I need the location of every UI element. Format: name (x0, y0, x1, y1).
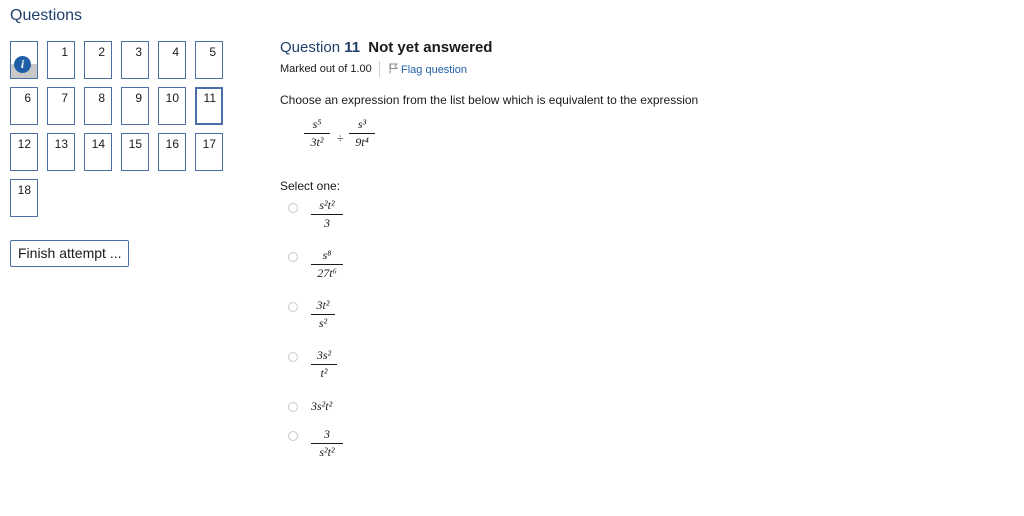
question-status: Not yet answered (368, 39, 493, 56)
option-f-denominator: s²t² (319, 445, 335, 459)
expression-right-fraction (349, 117, 375, 150)
option-d-expression (311, 348, 337, 381)
question-nav-13[interactable]: 13 (47, 133, 75, 171)
question-nav-6[interactable]: 6 (10, 87, 38, 125)
question-nav-15[interactable]: 15 (121, 133, 149, 171)
question-number: 11 (344, 39, 361, 56)
expression-left-fraction (304, 117, 330, 150)
question-nav-18[interactable]: 18 (10, 179, 38, 217)
question-nav-7[interactable]: 7 (47, 87, 75, 125)
expression-left-numerator: s⁵ (312, 117, 322, 131)
question-nav-10[interactable]: 10 (158, 87, 186, 125)
option-a-numerator: s²t² (319, 198, 335, 212)
option-f-numerator: 3 (324, 427, 330, 441)
question-nav-8[interactable]: 8 (84, 87, 112, 125)
question-nav-9[interactable]: 9 (121, 87, 149, 125)
option-a-expression (311, 198, 343, 231)
info-divider (379, 61, 380, 77)
info-button[interactable] (10, 41, 38, 79)
question-nav-14[interactable]: 14 (84, 133, 112, 171)
option-d-radio[interactable] (288, 352, 298, 362)
option-e-expression: 3s²t² (311, 399, 333, 413)
fraction-bar (311, 214, 343, 215)
flag-question-link[interactable] (389, 63, 467, 76)
question-nav-2[interactable]: 2 (84, 41, 112, 79)
question-label: Question (280, 39, 341, 56)
option-b-numerator: s⁸ (322, 248, 332, 262)
option-b-denominator: 27t⁶ (317, 266, 337, 280)
option-e-radio[interactable] (288, 402, 298, 412)
question-nav-1[interactable]: 1 (47, 41, 75, 79)
question-nav-16[interactable]: 16 (158, 133, 186, 171)
expression-right-numerator: s³ (357, 117, 367, 131)
select-one-label: Select one: (280, 179, 341, 193)
marked-out-of: Marked out of 1.00 (280, 63, 372, 75)
question-heading (280, 39, 492, 56)
option-c-numerator: 3t² (316, 298, 330, 312)
option-a-radio[interactable] (288, 203, 298, 213)
option-c-denominator: s² (318, 316, 328, 330)
question-nav-12[interactable]: 12 (10, 133, 38, 171)
option-f-radio[interactable] (288, 431, 298, 441)
question-prompt: Choose an expression from the list below which is equivalent to the expression (280, 93, 699, 107)
option-b-expression (311, 248, 343, 281)
option-b-radio[interactable] (288, 252, 298, 262)
expression-right-denominator: 9t⁴ (355, 135, 369, 149)
info-icon: i (14, 56, 31, 73)
division-operator: ÷ (337, 131, 344, 145)
option-c-expression (311, 298, 335, 331)
option-d-numerator: 3s² (316, 348, 332, 362)
flag-question-label: Flag question (401, 64, 468, 76)
question-nav-3[interactable]: 3 (121, 41, 149, 79)
fraction-bar (311, 314, 335, 315)
question-nav-17[interactable]: 17 (195, 133, 223, 171)
fraction-bar (349, 133, 375, 134)
fraction-bar (311, 364, 337, 365)
option-d-denominator: t² (320, 366, 328, 380)
fraction-bar (311, 264, 343, 265)
option-c-radio[interactable] (288, 302, 298, 312)
expression-left-denominator: 3t² (310, 135, 324, 149)
question-nav-4[interactable]: 4 (158, 41, 186, 79)
fraction-bar (311, 443, 343, 444)
option-a-denominator: 3 (324, 216, 330, 230)
flag-icon (389, 63, 398, 74)
question-nav-5[interactable]: 5 (195, 41, 223, 79)
finish-attempt-button[interactable]: Finish attempt ... (10, 240, 129, 267)
fraction-bar (304, 133, 330, 134)
option-f-expression (311, 427, 343, 460)
question-nav-11[interactable]: 11 (195, 87, 223, 125)
questions-nav-title: Questions (10, 7, 83, 24)
